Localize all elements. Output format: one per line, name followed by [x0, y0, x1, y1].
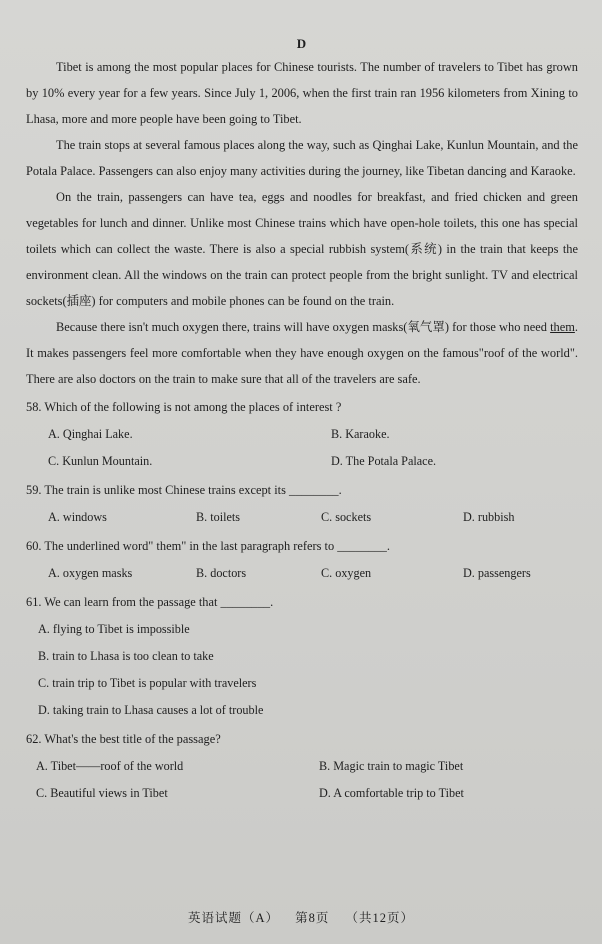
q60-option-b: B. doctors [196, 566, 247, 580]
passage-paragraph-3: On the train, passengers can have tea, eggs and noodles for breakfast, and fried chicken and green vegetables for lunch and dinner. Unlike most Chinese trains which have open-hole toilets, this one has special toilets which can collect the waste. There is also a special rubbish system(系统) in the train that keeps the environment clean. All the windows on the train can protect people from the bright sunlight. TV and electrical sockets(插座) for computers and mobile phones can be found on the train. [26, 190, 578, 308]
q58-option-b: B. Karaoke. [331, 427, 390, 441]
q62-option-a: A. Tibet——roof of the world [36, 759, 184, 773]
question-60-options [48, 560, 578, 587]
footer-page: 第8页 [295, 911, 330, 925]
q58-option-d: D. The Potala Palace. [331, 454, 437, 468]
question-59: 59. The train is unlike most Chinese trains except its ________. [26, 483, 342, 497]
q59-option-d: D. rubbish [463, 510, 515, 524]
page-footer [0, 908, 602, 926]
q60-option-d: D. passengers [463, 566, 531, 580]
q62-option-d: D. A comfortable trip to Tibet [319, 786, 464, 800]
q61-option-c: C. train trip to Tibet is popular with travelers [38, 676, 257, 690]
q58-option-c: C. Kunlun Mountain. [48, 454, 153, 468]
question-60: 60. The underlined word" them" in the last paragraph refers to ________. [26, 539, 390, 553]
section-letter: D [296, 36, 308, 51]
question-61-options [38, 616, 578, 724]
footer-exam: 英语试题（A） [187, 911, 279, 925]
question-58-options [48, 421, 578, 475]
passage-paragraph-4 [26, 314, 578, 392]
p4-text-b: . It makes passengers feel more comfortable when they have enough oxygen on the famous"roof of the world". There are also doctors on the train to make sure that all of the travelers are safe. [26, 320, 578, 386]
q60-option-c: C. oxygen [321, 566, 372, 580]
q62-option-b: B. Magic train to magic Tibet [319, 759, 464, 773]
q58-option-a: A. Qinghai Lake. [48, 427, 133, 441]
passage-paragraph-2: The train stops at several famous places along the way, such as Qinghai Lake, Kunlun Mountain, and the Potala Palace. Passengers can also enjoy many activities during the journey, like Tibetan dancing and Karaoke. [26, 138, 578, 178]
q61-option-a: A. flying to Tibet is impossible [38, 622, 190, 636]
q62-option-c: C. Beautiful views in Tibet [36, 786, 168, 800]
q59-option-c: C. sockets [321, 510, 372, 524]
question-62-options [36, 753, 578, 807]
p4-text-a: Because there isn't much oxygen there, trains will have oxygen masks(氧气罩) for those who need [56, 320, 551, 334]
q59-option-a: A. windows [48, 510, 107, 524]
q61-option-b: B. train to Lhasa is too clean to take [38, 649, 214, 663]
question-58: 58. Which of the following is not among the places of interest ? [26, 400, 342, 414]
footer-total: （共12页） [345, 911, 415, 925]
q61-option-d: D. taking train to Lhasa causes a lot of trouble [38, 703, 264, 717]
q60-option-a: A. oxygen masks [48, 566, 133, 580]
underlined-word-them: them [550, 320, 575, 334]
question-61: 61. We can learn from the passage that ________. [26, 595, 274, 609]
passage-paragraph-1: Tibet is among the most popular places for Chinese tourists. The number of travelers to Tibet has grown by 10% every year for a few years. Since July 1, 2006, when the first train ran 1956 kilometers from Xining to Lhasa, more and more people have been going to Tibet. [26, 60, 578, 126]
q59-option-b: B. toilets [196, 510, 241, 524]
question-59-options [48, 504, 578, 531]
question-62: 62. What's the best title of the passage? [26, 732, 221, 746]
